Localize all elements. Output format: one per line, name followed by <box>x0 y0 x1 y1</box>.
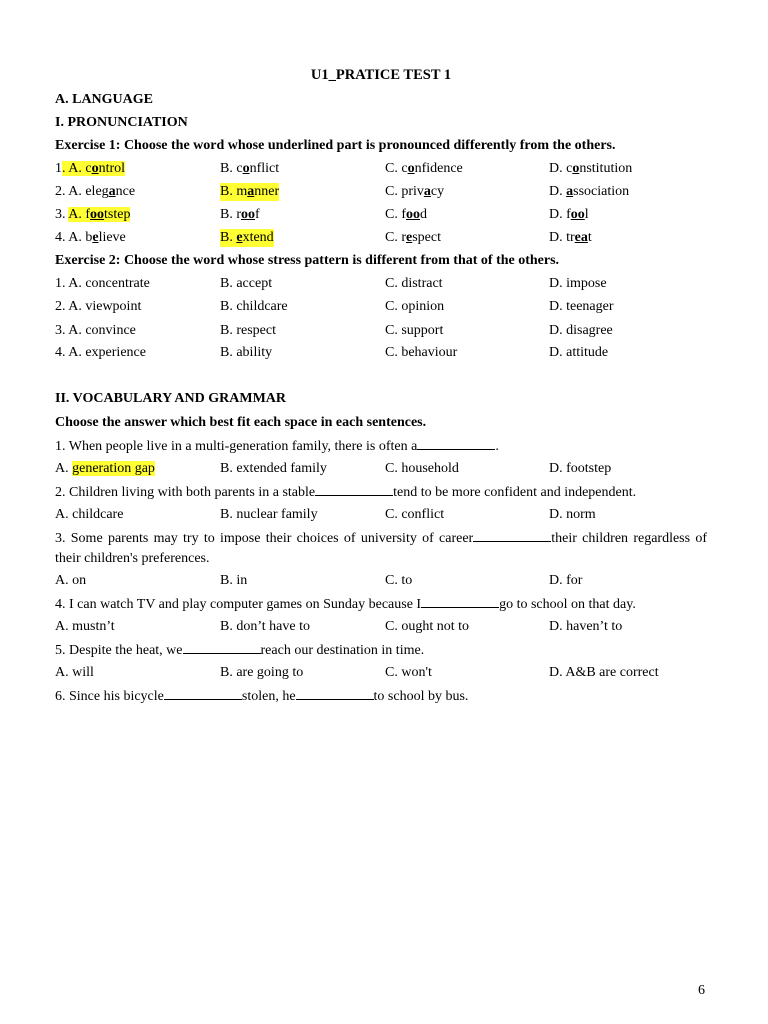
vg-q1-option-b[interactable]: B. extended family <box>220 461 327 476</box>
vg-q2-option-a[interactable]: A. childcare <box>55 507 124 522</box>
answer-blank[interactable] <box>473 529 551 542</box>
answer-blank[interactable] <box>421 595 499 608</box>
answer-blank[interactable] <box>296 687 374 700</box>
vg-q2-options <box>55 506 707 526</box>
exercise-1-instruction: Exercise 1: Choose the word whose underlined part is pronounced differently from the others. <box>55 138 616 153</box>
vg-q1-options <box>55 460 707 480</box>
ex2-question-2 <box>55 298 707 318</box>
vg-q3-option-a[interactable]: A. on <box>55 573 87 588</box>
vg-q4-option-a[interactable]: A. mustn’t <box>55 619 115 634</box>
ex2-q4-option-a[interactable]: 4. A. experience <box>55 345 146 360</box>
vg-q1-option-d[interactable]: D. footstep <box>549 461 612 476</box>
vg-question-1: 1. When people live in a multi-generation family, there is often a . <box>55 439 499 454</box>
ex1-q3-option-d[interactable]: D. fool <box>549 207 589 222</box>
vg-question-5: 5. Despite the heat, we reach our destination in time. <box>55 643 425 658</box>
page-title: U1_PRATICE TEST 1 <box>310 67 452 83</box>
vg-q4-option-c[interactable]: C. ought not to <box>385 619 470 634</box>
vg-q4-option-b[interactable]: B. don’t have to <box>220 619 310 634</box>
ex1-q4-option-d[interactable]: D. treat <box>549 230 592 245</box>
vg-q5-option-a[interactable]: A. will <box>55 665 94 680</box>
answer-blank[interactable] <box>417 437 495 450</box>
ex1-question-2 <box>55 183 707 203</box>
vg-question-3: 3. Some parents may try to impose their choices of university of career their children regardless of their children's preferences. <box>55 531 708 566</box>
vg-q3-option-c[interactable]: C. to <box>385 573 413 588</box>
answer-blank[interactable] <box>164 687 242 700</box>
ex1-q2-option-d[interactable]: D. association <box>549 184 630 199</box>
vg-q1-option-c[interactable]: C. household <box>385 461 459 476</box>
ex2-q1-option-c[interactable]: C. distract <box>385 276 443 291</box>
ex1-q3-option-c[interactable]: C. food <box>385 207 427 222</box>
page-number: 6 <box>698 983 705 998</box>
ex2-q2-option-d[interactable]: D. teenager <box>549 299 614 314</box>
ex1-q4-option-a[interactable]: 4. A. believe <box>55 230 126 245</box>
ex2-q4-option-b[interactable]: B. ability <box>220 345 273 360</box>
ex2-q3-option-d[interactable]: D. disagree <box>549 323 613 338</box>
vg-q3-option-d[interactable]: D. for <box>549 573 583 588</box>
vg-q1-option-a[interactable]: A. generation gap <box>55 461 155 476</box>
vg-q5-options <box>55 664 707 684</box>
ex1-q4-option-c[interactable]: C. respect <box>385 230 441 245</box>
ex1-q4-option-b[interactable]: B. extend <box>220 230 274 245</box>
ex1-question-4 <box>55 229 707 249</box>
ex1-question-3 <box>55 206 707 226</box>
ex2-q2-option-a[interactable]: 2. A. viewpoint <box>55 299 142 314</box>
ex2-question-4 <box>55 344 707 364</box>
ex2-q1-option-b[interactable]: B. accept <box>220 276 273 291</box>
vg-q5-option-c[interactable]: C. won't <box>385 665 432 680</box>
ex1-question-1 <box>55 160 707 180</box>
ex2-q3-option-b[interactable]: B. respect <box>220 323 276 338</box>
section-language-heading: A. LANGUAGE <box>55 92 154 107</box>
ex1-q1-option-a[interactable]: 1. A. control <box>55 161 126 176</box>
ex2-q1-option-a[interactable]: 1. A. concentrate <box>55 276 150 291</box>
vg-q4-options <box>55 618 707 638</box>
ex2-q4-option-c[interactable]: C. behaviour <box>385 345 458 360</box>
vg-q4-option-d[interactable]: D. haven’t to <box>549 619 623 634</box>
ex1-q3-option-a[interactable]: 3. A. footstep <box>55 207 131 222</box>
answer-blank[interactable] <box>315 483 393 496</box>
ex2-q3-option-c[interactable]: C. support <box>385 323 444 338</box>
ex2-q4-option-d[interactable]: D. attitude <box>549 345 609 360</box>
answer-blank[interactable] <box>183 641 261 654</box>
ex2-q2-option-b[interactable]: B. childcare <box>220 299 288 314</box>
ex1-q2-option-a[interactable]: 2. A. elegance <box>55 184 136 199</box>
ex1-q1-option-b[interactable]: B. conflict <box>220 161 280 176</box>
ex2-q2-option-c[interactable]: C. opinion <box>385 299 445 314</box>
exercise-2-instruction: Exercise 2: Choose the word whose stress pattern is different from that of the others. <box>55 253 560 268</box>
ex2-question-3 <box>55 322 707 342</box>
vg-question-6: 6. Since his bicycle stolen, he to school by bus. <box>55 689 469 704</box>
section-vocabulary-grammar-heading: II. VOCABULARY AND GRAMMAR <box>55 391 287 406</box>
vg-question-2: 2. Children living with both parents in a stable tend to be more confident and independent. <box>55 485 637 500</box>
ex1-q3-option-b[interactable]: B. roof <box>220 207 260 222</box>
vg-question-4: 4. I can watch TV and play computer games on Sunday because I go to school on that day. <box>55 597 636 612</box>
ex1-q1-option-c[interactable]: C. confidence <box>385 161 463 176</box>
vocabulary-instruction: Choose the answer which best fit each space in each sentences. <box>55 415 427 430</box>
ex1-q2-option-b[interactable]: B. manner <box>220 184 280 199</box>
ex2-q3-option-a[interactable]: 3. A. convince <box>55 323 136 338</box>
vg-q5-option-b[interactable]: B. are going to <box>220 665 304 680</box>
ex2-q1-option-d[interactable]: D. impose <box>549 276 607 291</box>
vg-q2-option-c[interactable]: C. conflict <box>385 507 445 522</box>
vg-q3-options <box>55 572 707 592</box>
vg-q5-option-d[interactable]: D. A&B are correct <box>549 665 659 680</box>
vg-q2-option-b[interactable]: B. nuclear family <box>220 507 318 522</box>
vg-q3-option-b[interactable]: B. in <box>220 573 248 588</box>
ex1-q1-option-d[interactable]: D. constitution <box>549 161 633 176</box>
vg-q2-option-d[interactable]: D. norm <box>549 507 596 522</box>
ex1-q2-option-c[interactable]: C. privacy <box>385 184 445 199</box>
ex2-question-1 <box>55 275 707 295</box>
section-pronunciation-heading: I. PRONUNCIATION <box>55 115 188 130</box>
